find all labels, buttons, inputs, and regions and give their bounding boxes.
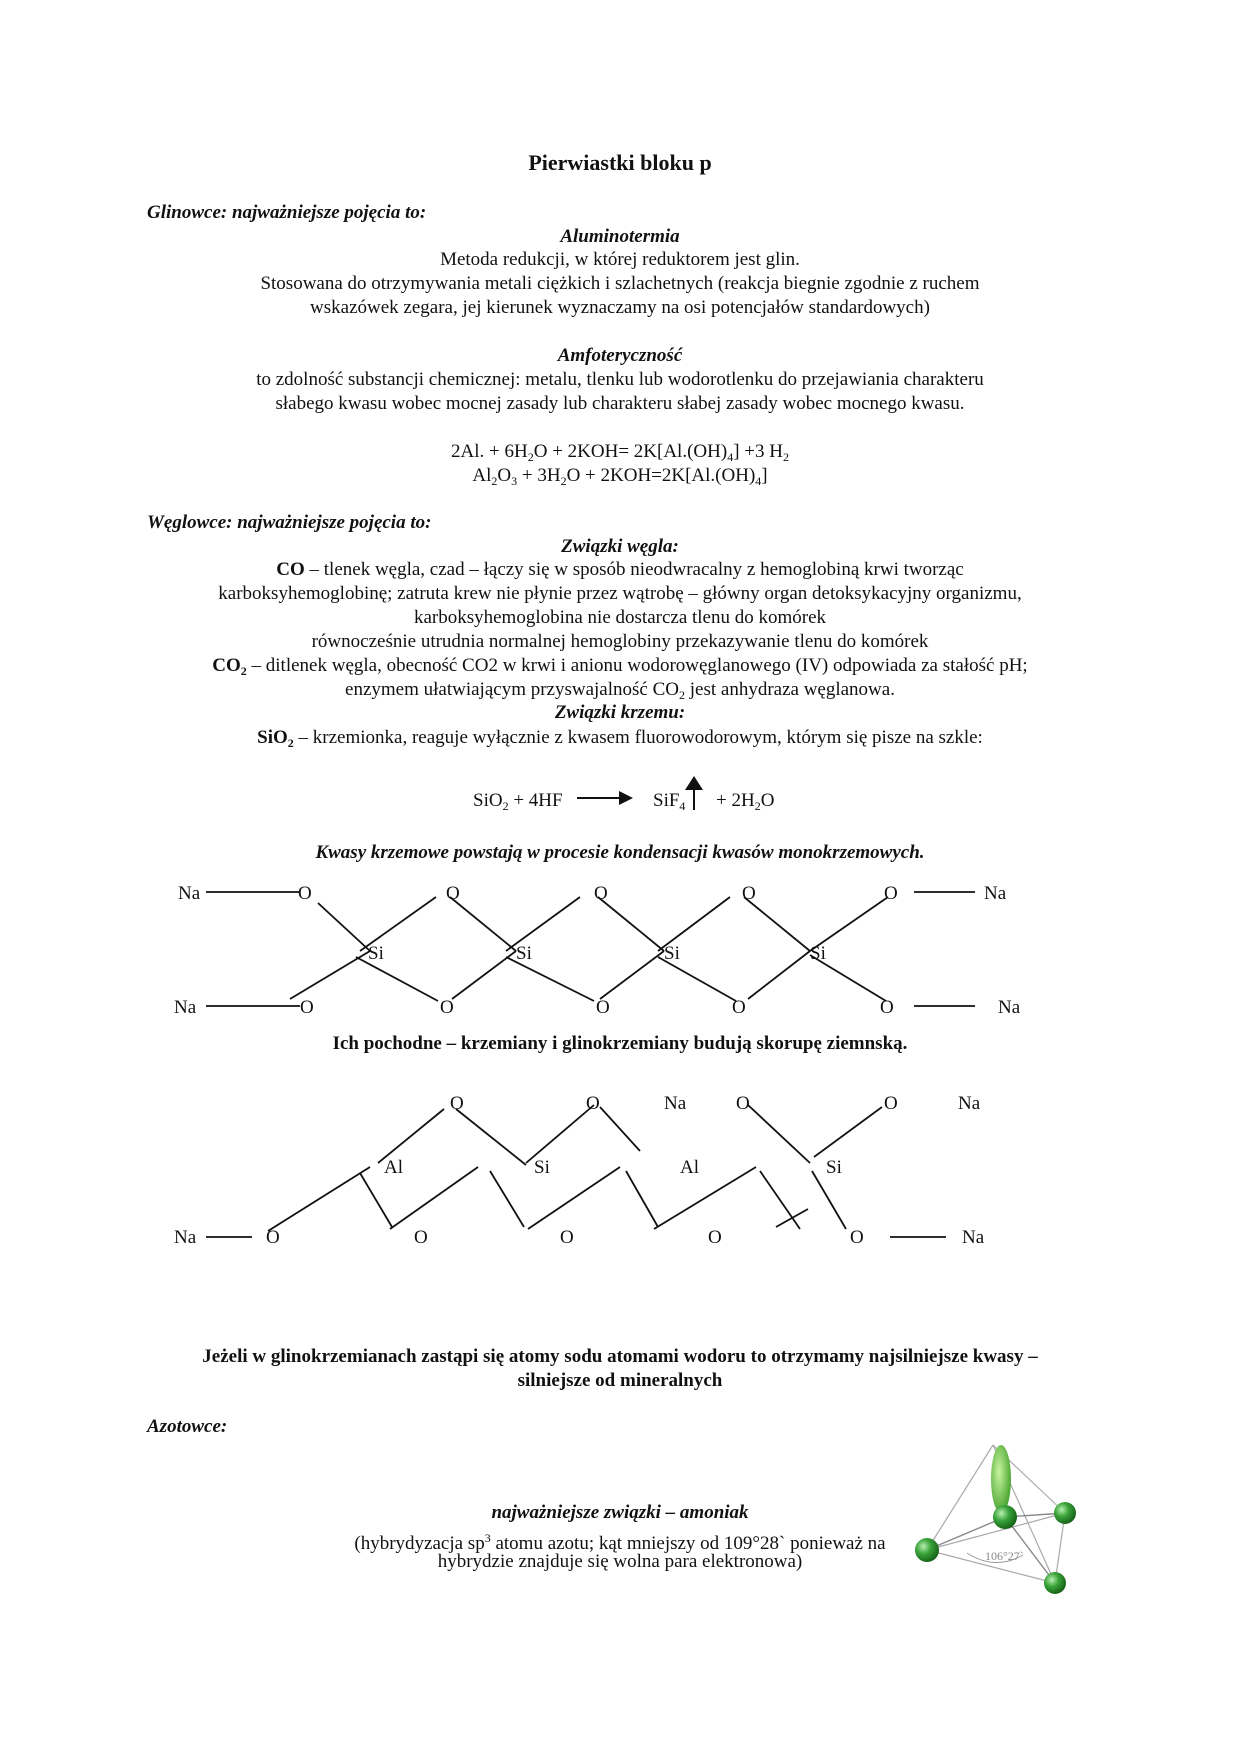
amfoterycznosc-line1: to zdolność substancji chemicznej: metalu, tlenku lub wodorotlenku do przejawiania charakteru (256, 369, 984, 390)
atom-o: O (742, 883, 756, 904)
atom-o: O (884, 1093, 898, 1114)
pochodne-line: Ich pochodne – krzemiany i glinokrzemiany budują skorupę ziemnską. (332, 1033, 908, 1054)
jezeli-line1: Jeżeli w glinokrzemianach zastąpi się atomy sodu atomami wodoru to otrzymamy najsilniejsze kwasy – (202, 1346, 1038, 1367)
atom-na: Na (998, 997, 1021, 1018)
nitrogen-atom (993, 1505, 1017, 1529)
silicate-chain-diagram (160, 875, 1040, 1035)
gas-arrow-icon (684, 776, 704, 812)
aluminosilicate-diagram (160, 1085, 1040, 1255)
atom-o: O (450, 1093, 464, 1114)
co-line2: karboksyhemoglobinę; zatruta krew nie płynie przez wątrobę – główny organ detoksykacyjny organizmu, (218, 583, 1022, 604)
co2-line1: $CO_2$ – ditlenek węgla, obecność CO2 w krwi i anionu wodorowęglanowego (IV) odpowiada za stałość pH; (212, 655, 1028, 678)
atom-na: Na (178, 883, 201, 904)
atom-o: O (708, 1227, 722, 1248)
atom-si: Si (534, 1157, 550, 1178)
atom-si: Si (826, 1157, 842, 1178)
reaction-arrow (575, 788, 635, 808)
amfoterycznosc-line2: słabego kwasu wobec mocnej zasady lub charakteru słabej zasady wobec mocnego kwasu. (275, 393, 965, 414)
atom-o: O (266, 1227, 280, 1248)
atom-o: O (732, 997, 746, 1018)
reaction-right: + $2H_2O$ (716, 790, 775, 813)
atom-na: Na (664, 1093, 687, 1114)
page-title: Pierwiastki bloku p (528, 150, 712, 175)
atom-na: Na (174, 997, 197, 1018)
atom-na: Na (984, 883, 1007, 904)
equation-1: 2Al. + $6H_2O + 2KOH= 2K[Al.(OH)_4] +3$ $H_2$ (451, 441, 789, 464)
atom-o: O (298, 883, 312, 904)
amoniak-title: najważniejsze związki – amoniak (491, 1502, 749, 1523)
co-line4: równocześnie utrudnia normalnej hemoglobiny przekazywanie tlenu do komórek (311, 631, 929, 652)
hydrogen-atom (1054, 1502, 1076, 1524)
atom-si: Si (516, 943, 532, 964)
co-line1: CO – tlenek węgla, czad – łączy się w sposób nieodwracalny z hemoglobiną krwi tworząc (276, 559, 964, 580)
atom-o: O (560, 1227, 574, 1248)
atom-o: O (414, 1227, 428, 1248)
aluminotermia-line3: wskazówek zegara, jej kierunek wyznaczamy na osi potencjałów standardowych) (310, 297, 930, 318)
weglowce-heading: Węglowce: najważniejsze pojęcia to: (147, 512, 432, 533)
atom-o: O (736, 1093, 750, 1114)
atom-na: Na (958, 1093, 981, 1114)
atom-o: O (596, 997, 610, 1018)
aluminotermia-line2: Stosowana do otrzymywania metali ciężkich i szlachetnych (reakcja biegnie zgodnie z ruchem (260, 273, 980, 294)
zwiazki-krzemu-title: Związki krzemu: (554, 702, 686, 723)
co2-line2: enzymem ułatwiającym przyswajalność $CO_2$ jest anhydraza węglanowa. (345, 679, 895, 702)
atom-o: O (880, 997, 894, 1018)
amfoterycznosc-title: Amfoteryczność (557, 345, 683, 366)
reaction-product: SiF$_4$ (653, 790, 686, 813)
atom-al: Al (384, 1157, 403, 1178)
atom-o: O (850, 1227, 864, 1248)
azotowce-heading: Azotowce: (147, 1416, 228, 1437)
amoniak-line2: hybrydzie znajduje się wolna para elektronowa) (437, 1551, 803, 1572)
atom-si: Si (664, 943, 680, 964)
equation-2: $Al_2O_3 + 3H_2O + 2KOH=2K[Al.(OH)_4]$ (472, 465, 768, 488)
sio2-line: SiO$_2$ – krzemionka, reaguje wyłącznie z kwasem fluorowodorowym, którym się pisze na szkle: (257, 727, 983, 750)
hydrogen-atom (915, 1538, 939, 1562)
atom-si: Si (810, 943, 826, 964)
angle-label: 106°27` (985, 1549, 1024, 1563)
atom-al: Al (680, 1157, 699, 1178)
atom-na: Na (174, 1227, 197, 1248)
aluminotermia-line1: Metoda redukcji, w której reduktorem jest glin. (440, 249, 800, 270)
co-line3: karboksyhemoglobina nie dostarcza tlenu do komórek (413, 607, 827, 628)
aluminotermia-title: Aluminotermia (560, 226, 680, 247)
atom-o: O (594, 883, 608, 904)
kwasy-krzemowe-line: Kwasy krzemowe powstają w procesie kondensacji kwasów monokrzemowych. (315, 842, 925, 863)
lone-pair-lobe (991, 1445, 1011, 1513)
atom-o: O (446, 883, 460, 904)
atom-o: O (884, 883, 898, 904)
atom-o: O (586, 1093, 600, 1114)
ammonia-molecule-model (905, 1435, 1105, 1605)
glinowce-heading: Glinowce: najważniejsze pojęcia to: (147, 202, 427, 223)
jezeli-line2: silniejsze od mineralnych (517, 1370, 723, 1391)
amoniak-line1: (hybrydyzacja $sp^3$ atomu azotu; kąt mniejszy od 109°28` ponieważ na (354, 1531, 886, 1554)
atom-si: Si (368, 943, 384, 964)
zwiazki-wegla-title: Związki węgla: (561, 536, 679, 557)
atom-o: O (300, 997, 314, 1018)
atom-na: Na (962, 1227, 985, 1248)
atom-o: O (440, 997, 454, 1018)
hydrogen-atom (1044, 1572, 1066, 1594)
reaction-left: SiO$_2$ + 4HF (473, 790, 563, 813)
